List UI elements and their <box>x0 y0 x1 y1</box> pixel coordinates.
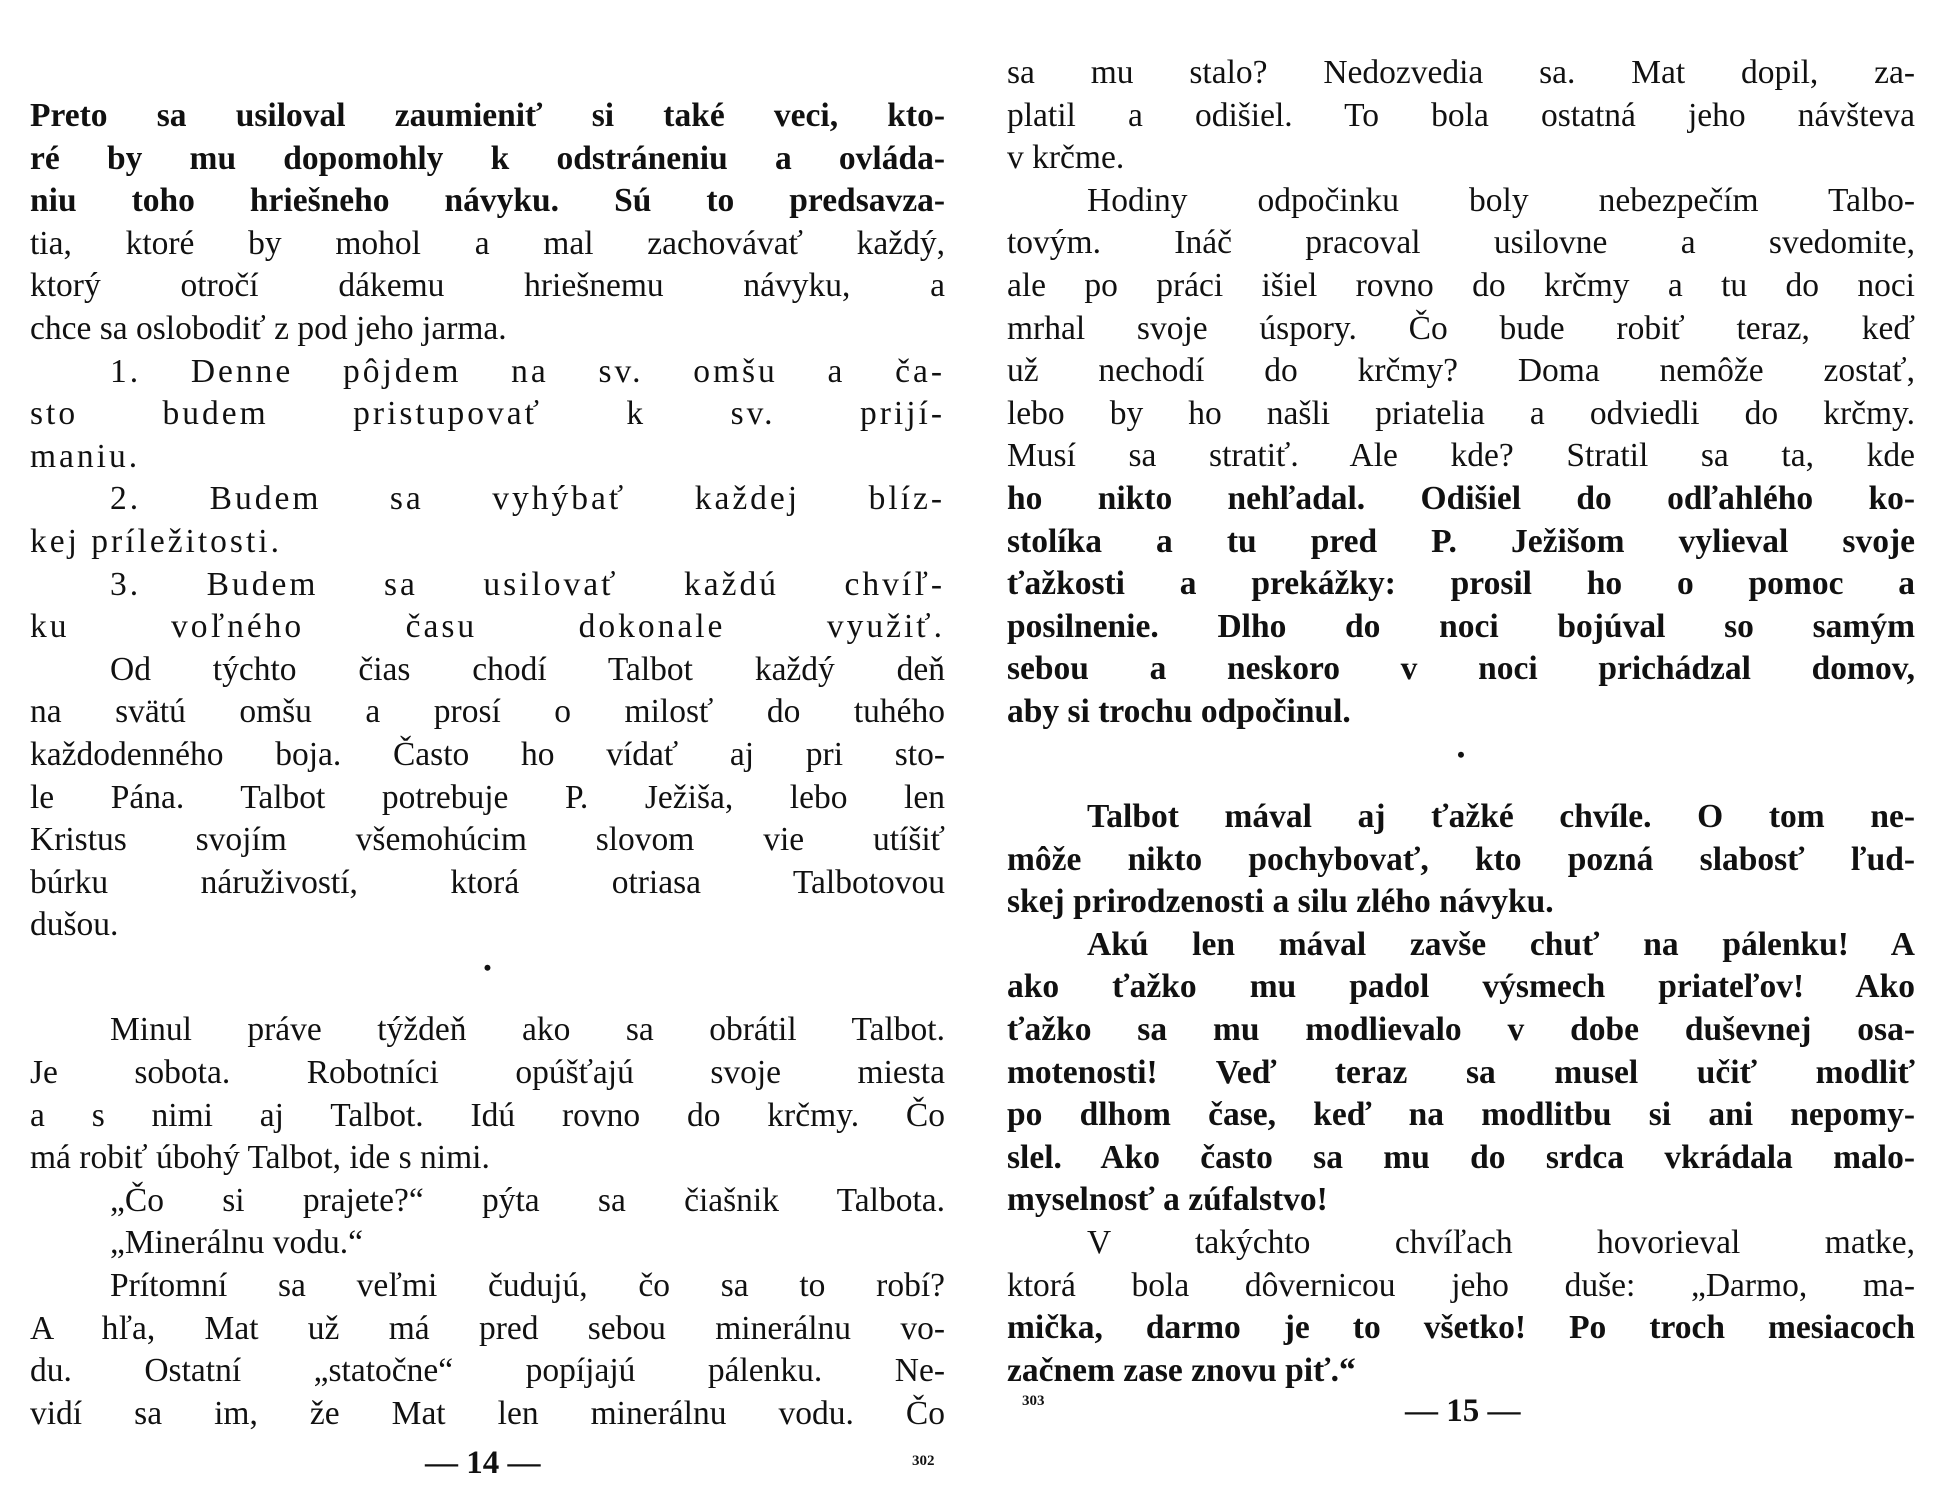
page-number-right: — 15 — <box>1405 1393 1521 1429</box>
text-line: ktorý otročí dákemu hriešnemu návyku, a <box>30 267 945 305</box>
text-line: Hodiny odpočinku boly nebezpečím Talbo- <box>1087 181 1915 219</box>
separator-gap <box>30 989 945 1009</box>
text-line: Preto sa usiloval zaumieniť si také veci, kto- <box>30 97 945 134</box>
text-line: chce sa oslobodiť z pod jeho jarma. <box>30 309 507 347</box>
text-line: začnem zase znovu piť.“ <box>1007 1351 1356 1389</box>
text-line: ho nikto nehľadal. Odišiel do odľahlého ko- <box>1007 479 1915 517</box>
printer-signature-right: 303 <box>1022 1393 1045 1409</box>
text-line: ťažko sa mu modlievalo v dobe duševnej osa- <box>1007 1011 1915 1049</box>
text-line: motenosti! Veď teraz sa musel učiť modliť <box>1007 1053 1915 1091</box>
right-page <box>1007 0 1915 1500</box>
section-separator: • <box>483 954 492 980</box>
text-line: tovým. Ináč pracoval usilovne a svedomite, <box>1007 224 1915 262</box>
text-line: na svätú omšu a prosí o milosť do tuhého <box>30 693 945 731</box>
text-line: du. Ostatní „statočne“ popíjajú pálenku. Ne- <box>30 1352 945 1390</box>
text-line: stolíka a tu pred P. Ježišom vylieval svoje <box>1007 522 1915 560</box>
text-line: môže nikto pochybovať, kto pozná slabosť ľud- <box>1007 840 1915 878</box>
text-line: ťažkosti a prekážky: prosil ho o pomoc a <box>1007 565 1915 603</box>
text-line: Musí sa stratiť. Ale kde? Stratil sa ta, kde <box>1007 437 1915 475</box>
text-line: platil a odišiel. To bola ostatná jeho návšteva <box>1007 96 1915 134</box>
text-line: každodenného boja. Často ho vídať aj pri sto- <box>30 735 945 773</box>
text-line: mička, darmo je to všetko! Po troch mesiacoch <box>1007 1309 1915 1347</box>
resolution-line: 1. Denne pôjdem na sv. omšu a ča- <box>110 352 945 390</box>
text-line: mrhal svoje úspory. Čo bude robiť teraz, keď <box>1007 309 1915 347</box>
text-line: Minul práve týždeň ako sa obrátil Talbot. <box>110 1011 945 1049</box>
text-line: dušou. <box>30 906 119 944</box>
text-line: „Minerálnu vodu.“ <box>110 1224 364 1262</box>
text-line: posilnenie. Dlho do noci bojúval so samým <box>1007 607 1915 645</box>
resolution-line: ku voľného času dokonale využiť. <box>30 608 945 646</box>
resolution-line: 2. Budem sa vyhýbať každej blíz- <box>110 480 945 518</box>
text-line: „Čo si prajete?“ pýta sa čiašnik Talbota. <box>110 1181 945 1219</box>
text-line: Je sobota. Robotníci opúšťajú svoje miesta <box>30 1054 945 1092</box>
separator-gap <box>1007 776 1915 796</box>
text-line: slel. Ako často sa mu do srdca vkrádala malo- <box>1007 1138 1915 1176</box>
resolution-line: 3. Budem sa usilovať každú chvíľ- <box>110 565 945 603</box>
text-line: skej prirodzenosti a silu zlého návyku. <box>1007 883 1554 921</box>
text-line: má robiť úbohý Talbot, ide s nimi. <box>30 1139 490 1177</box>
printer-signature-left: 302 <box>912 1453 935 1469</box>
text-line: myselnosť a zúfalstvo! <box>1007 1181 1328 1219</box>
text-line: vidí sa im, že Mat len minerálnu vodu. Čo <box>30 1394 945 1432</box>
text-line: Talbot mával aj ťažké chvíle. O tom ne- <box>1087 798 1915 836</box>
resolution-line: kej príležitosti. <box>30 522 282 560</box>
text-line: búrku náruživostí, ktorá otriasa Talbotovou <box>30 863 945 901</box>
text-line: sebou a neskoro v noci prichádzal domov, <box>1007 650 1915 688</box>
text-line: v krčme. <box>1007 139 1125 177</box>
text-line: ale po práci išiel rovno do krčmy a tu do noci <box>1007 266 1915 304</box>
text-line: tia, ktoré by mohol a mal zachovávať každý, <box>30 224 945 262</box>
left-page <box>30 0 945 1500</box>
text-line: le Pána. Talbot potrebuje P. Ježiša, lebo len <box>30 778 945 816</box>
text-line: lebo by ho našli priatelia a odviedli do krčmy. <box>1007 394 1915 432</box>
text-line: niu toho hriešneho návyku. Sú to predsavza- <box>30 182 945 220</box>
text-line: sa mu stalo? Nedozvedia sa. Mat dopil, za- <box>1007 54 1915 91</box>
text-line: po dlhom čase, keď na modlitbu si ani nepomy- <box>1007 1096 1915 1134</box>
text-line: Kristus svojím všemohúcim slovom vie utíšiť <box>30 821 945 859</box>
resolution-line: sto budem pristupovať k sv. prijí- <box>30 395 945 433</box>
text-line: ktorá bola dôvernicou jeho duše: „Darmo, ma- <box>1007 1266 1915 1304</box>
text-line: aby si trochu odpočinul. <box>1007 692 1351 730</box>
text-line: Od týchto čias chodí Talbot každý deň <box>110 650 945 688</box>
text-line: už nechodí do krčmy? Doma nemôže zostať, <box>1007 352 1915 390</box>
text-line: ré by mu dopomohly k odstráneniu a ovláda- <box>30 139 945 177</box>
text-line: V takýchto chvíľach hovorieval matke, <box>1087 1224 1915 1262</box>
text-line: a s nimi aj Talbot. Idú rovno do krčmy. Čo <box>30 1096 945 1134</box>
section-separator: • <box>1457 741 1465 767</box>
text-line: A hľa, Mat už má pred sebou minerálnu vo- <box>30 1309 945 1347</box>
text-line: ako ťažko mu padol výsmech priateľov! Ako <box>1007 968 1915 1006</box>
page-number-left: — 14 — <box>425 1445 541 1481</box>
text-line: Prítomní sa veľmi čudujú, čo sa to robí? <box>110 1267 945 1305</box>
text-line: Akú len mával zavše chuť na pálenku! A <box>1087 925 1915 963</box>
resolution-line: maniu. <box>30 437 141 475</box>
